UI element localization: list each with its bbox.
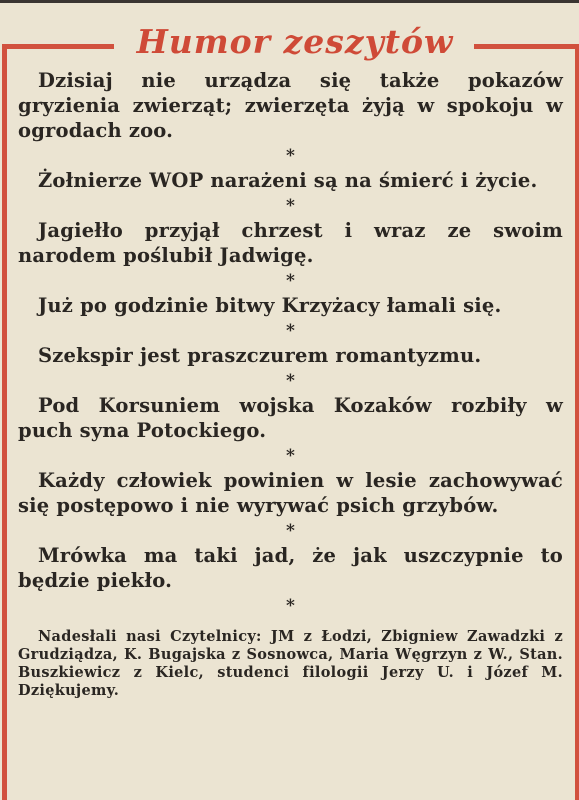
star-separator: * — [286, 446, 295, 466]
jokes-column — [18, 68, 563, 715]
joke-4: Już po godzinie bitwy Krzyżacy łamali się. — [38, 294, 502, 317]
star-separator: * — [286, 271, 295, 291]
star-separator: * — [286, 521, 295, 541]
reader-credits: Nadesłali nasi Czytelnicy: JM z Łodzi, Zbigniew Zawadzki z Grudziądza, K. Bugajska z Sosnowca, Maria Węgrzyn z W., Stan. Buszkiewicz z Kielc, studenci filologii Jerzy U. i Józef M. Dziękujemy. — [18, 628, 563, 699]
star-separator: * — [286, 146, 295, 166]
joke-3: Jagiełło przyjął chrzest i wraz ze swoim narodem poślubił Jadwigę. — [18, 219, 563, 267]
joke-2: Żołnierze WOP narażeni są na śmierć i życie. — [38, 169, 538, 192]
star-separator: * — [286, 321, 295, 341]
top-border — [0, 0, 579, 3]
joke-7: Każdy człowiek powinien w lesie zachowywać się postępowo i nie wyrywać psich grzybów. — [18, 469, 563, 517]
joke-6: Pod Korsuniem wojska Kozaków rozbiły w puch syna Potockiego. — [18, 394, 563, 442]
joke-1: Dzisiaj nie urządza się także pokazów gryzienia zwierząt; zwierzęta żyją w spokoju w ogrodach zoo. — [18, 69, 563, 142]
star-separator: * — [286, 596, 295, 616]
title-rule-right — [474, 44, 579, 49]
frame-right-border — [575, 44, 579, 800]
title-rule-left — [2, 44, 114, 49]
star-separator: * — [286, 371, 295, 391]
column-title: Humor zeszytów — [136, 22, 454, 61]
joke-5: Szekspir jest praszczurem romantyzmu. — [38, 344, 482, 367]
star-separator: * — [286, 196, 295, 216]
frame-left-border — [2, 44, 7, 800]
joke-8: Mrówka ma taki jad, że jak uszczypnie to będzie piekło. — [18, 544, 563, 592]
